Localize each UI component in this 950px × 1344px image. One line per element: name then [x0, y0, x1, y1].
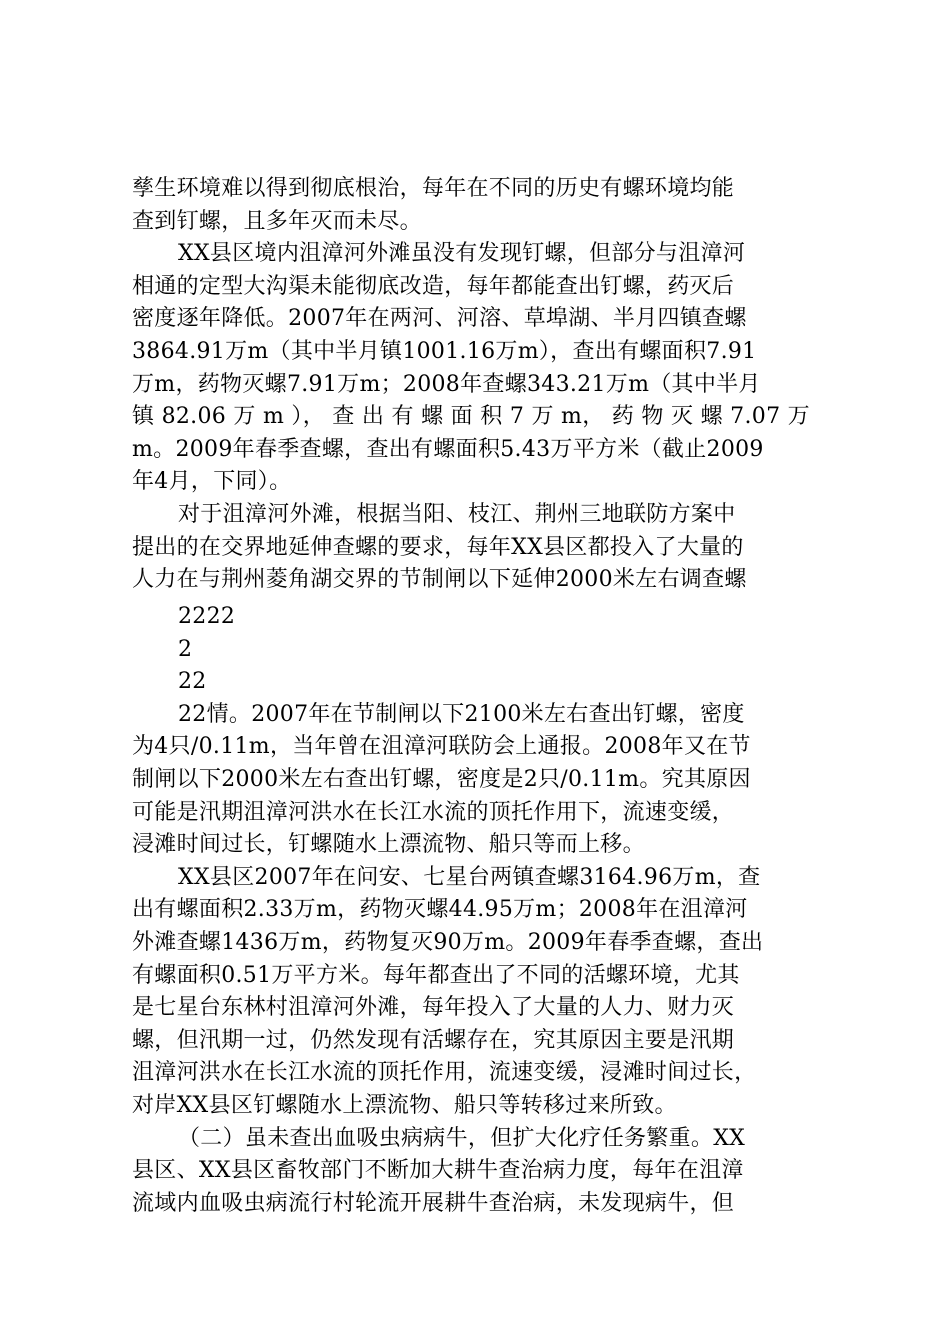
number-line: 2 [178, 636, 193, 662]
paragraph-outer-beach-joint-prevention: 对于沮漳河外滩，根据当阳、枝江、荆州三地联防方案中 提出的在交界地延伸查螺的要求，每年XX县区都投入了大量的 人力在与荆州菱角湖交界的节制闸以下延伸2000米左右调查螺 [132, 501, 747, 593]
text-block-top [132, 173, 832, 597]
text-block-bottom [132, 601, 832, 1220]
number-line: 2222 [178, 604, 236, 629]
stray-number-lines [132, 601, 832, 699]
paragraph-cattle-treatment: （二）虽未查出血吸虫病病牛，但扩大化疗任务繁重。XX 县区、XX县区畜牧部门不断加大耕牛查治病力度，每年在沮漳 流域内血吸虫病流行村轮流开展耕牛查治病，未发现病牛，但 [132, 1125, 746, 1216]
paragraph-qixingtai-survey: XX县区2007年在问安、七星台两镇查螺3164.96万m，查 出有螺面积2.33万m，药物灭螺44.95万m；2008年在沮漳河 外滩查螺1436万m，药物复灭90万m。2009年春季查螺，查出 有螺面积0.51万平方米。每年都查出了不同的活螺环境，尤其 是七星台东林村沮漳河外滩，每年投入了大量的人力、财力灭 螺，但汛期一过，仍然发现有活螺存在，究其原因主要是汛期 沮漳河洪水在长江水流的顶托作用，流速变缓，浸滩时间过长， 对岸XX县区钉螺随水上漂流物、船只等转移过来所致。 [132, 864, 764, 1118]
paragraph-continuation: 孳生环境难以得到彻底根治，每年在不同的历史有螺环境均能 查到钉螺，且多年灭而未尽。 [132, 176, 735, 234]
paragraph-snail-survey-2007-2009: XX县区境内沮漳河外滩虽没有发现钉螺，但部分与沮漳河 相通的定型大沟渠未能彻底改造，每年都能查出钉螺，药灭后 密度逐年降低。2007年在两河、河溶、草埠湖、半月四镇查螺 3864.91万m（其中半月镇1001.16万m），查出有螺面积7.91 万m，药物灭螺7.91万m；2008年查螺343.21万m（其中半月 镇 82.06 万 m ）， 查 出 有 螺 面 积 7 万 m， 药 物 灭 螺 7.07 万 m。2009年春季查螺，查出有螺面积5.43万平方米（截止2009 年4月，下同）。 [132, 241, 810, 495]
paragraph-sluice-snail-density: 22情。2007年在节制闸以下2100米左右查出钉螺，密度 为4只/0.11m，当年曾在沮漳河联防会上通报。2008年又在节 制闸以下2000米左右查出钉螺，密度是2只/0.11m。究其原因 可能是汛期沮漳河洪水在长江水流的顶托作用下，流速变缓， 浸滩时间过长，钉螺随水上漂流物、船只等而上移。 [132, 701, 751, 858]
number-line: 22 [178, 669, 207, 695]
